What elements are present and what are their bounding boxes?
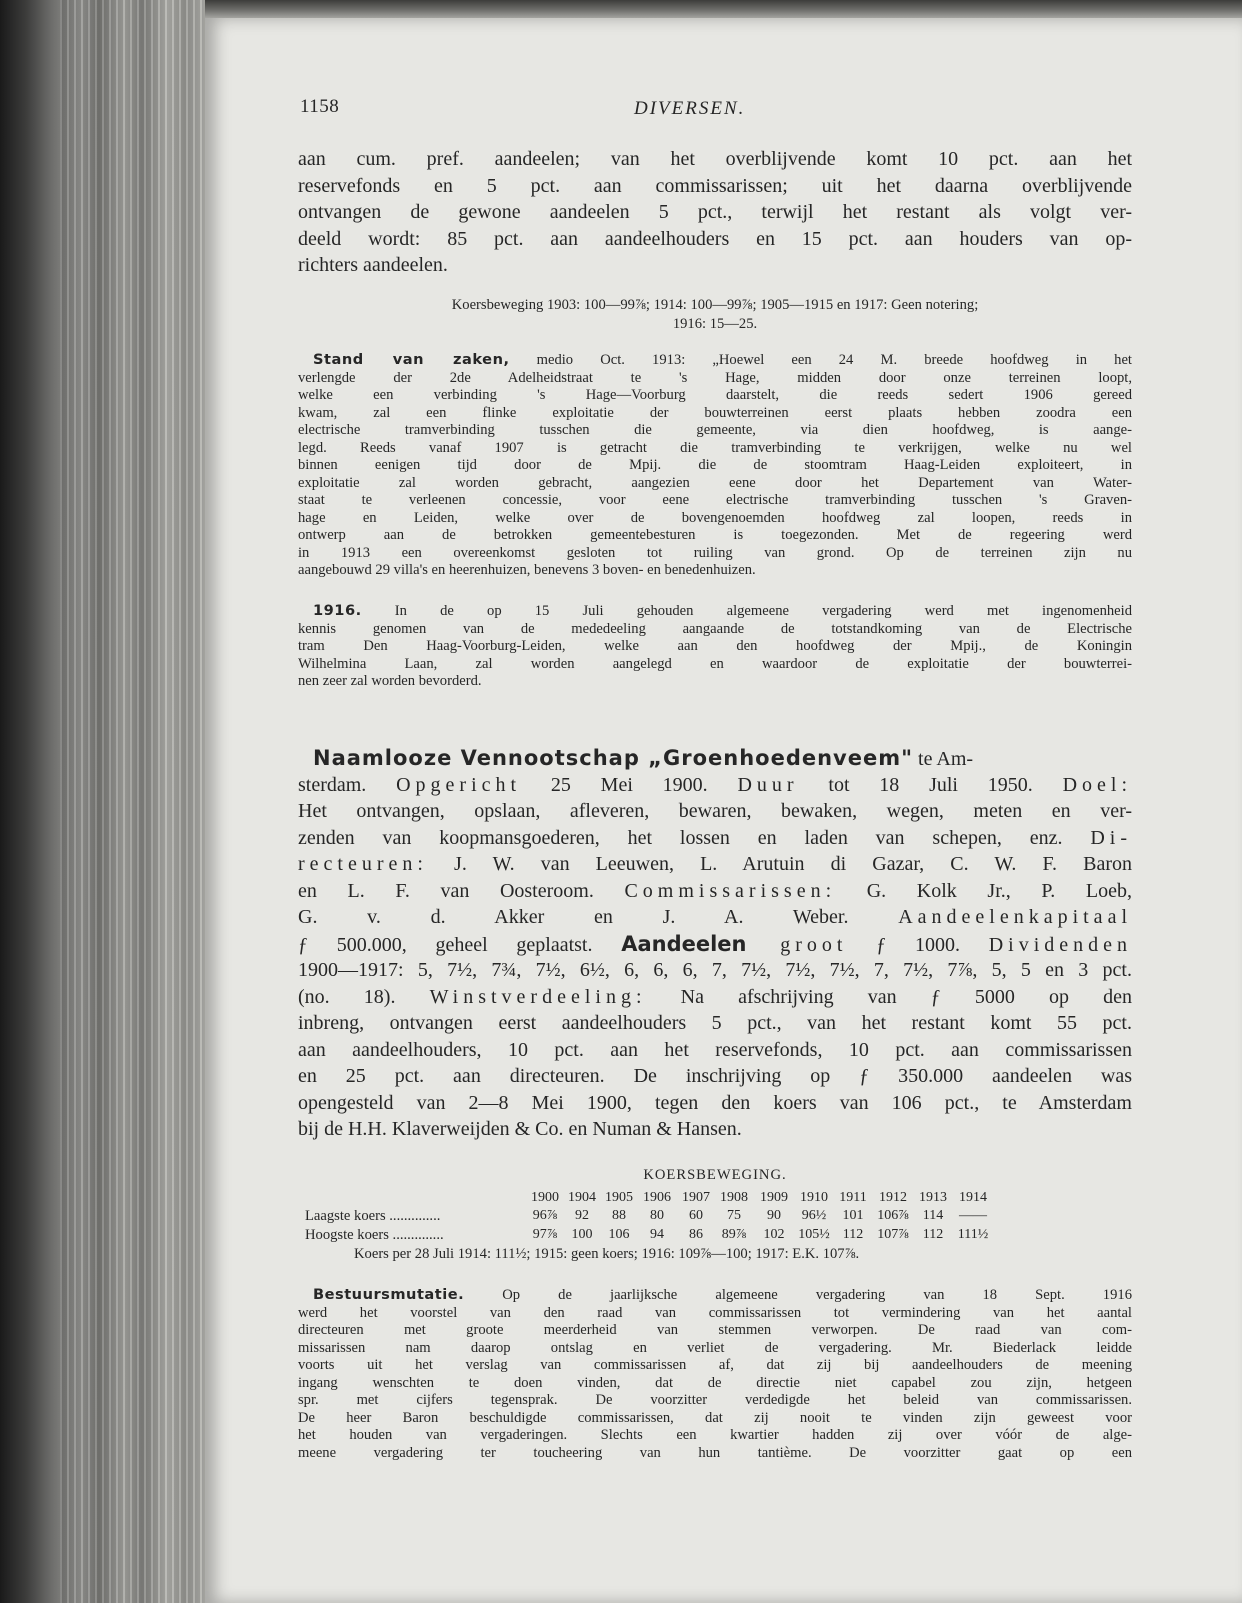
stand-line: verlengde der 2de Adelheidstraat te 's Hage, midden door onze terreinen loopt,	[298, 369, 1132, 386]
table-cell: 94	[650, 1227, 664, 1242]
table-title: KOERSBEWEGING.	[643, 1167, 787, 1183]
table-cell: 106	[608, 1227, 630, 1242]
table-cell: 96⅞	[532, 1208, 558, 1223]
table-cell: 107⅞	[877, 1227, 909, 1242]
company-text: 25 Mei 1900.	[521, 773, 738, 796]
company-line: opengesteld van 2—8 Mei 1900, tegen den koers van 106 pct., te Amsterdam	[298, 1091, 1132, 1114]
table-cell: 112	[842, 1227, 864, 1242]
table-cell: 96½	[801, 1208, 827, 1223]
company-line	[298, 904, 1132, 931]
stand-line: binnen eenigen tijd door de Mpij. die de stoomtram Haag-Leiden exploiteert, in	[298, 457, 1132, 473]
company-text: en L. F. van Oosteroom.	[298, 879, 625, 902]
table-cell: 88	[612, 1208, 626, 1223]
y1916-line-first	[313, 603, 1132, 620]
stand-line: welke een verbinding 's Hage—Voorburg daarstelt, die reeds sedert 1906 gereed	[298, 387, 1132, 403]
y1916-lead: 1916.	[313, 602, 362, 619]
table-cell: 97⅞	[532, 1227, 558, 1242]
company-line	[298, 825, 1132, 852]
intro-line: deeld wordt: 85 pct. aan aandeelhouders en 15 pct. aan houders van op-	[298, 227, 1132, 250]
company-text: tot 18 Juli 1950.	[798, 773, 1063, 796]
label-aandeelen: Aandeelen	[621, 931, 747, 956]
stand-line: legd. Reeds vanaf 1907 is getracht die tramverbinding te verkrijgen, welke nu wel	[298, 439, 1132, 456]
label-doel: Doel:	[1062, 773, 1133, 796]
table-year-header: 1907	[682, 1190, 710, 1205]
intro-line: aan cum. pref. aandeelen; van het overblijvende komt 10 pct. aan het	[298, 148, 1132, 170]
company-text: ƒ 500.000, geheel geplaatst.	[298, 933, 622, 956]
company-text: sterdam.	[298, 773, 397, 796]
table-cell: 90	[767, 1208, 781, 1223]
table-cell: 106⅞	[877, 1208, 909, 1223]
table-cell: 80	[650, 1208, 664, 1223]
y1916-line: kennis genomen van de mededeeling aangaande de totstandkoming van de Electrische	[298, 620, 1132, 637]
stand-line: kwam, zal een flinke exploitatie der bouwterreinen eerst plaats hebben zoodra een	[298, 404, 1132, 421]
table-header-row	[0, 1190, 1242, 1208]
bestuur-line: werd het voorstel van den raad van commissarissen tot vermindering van het aantal	[298, 1304, 1132, 1321]
company-line: Het ontvangen, opslaan, afleveren, bewaren, bewaken, wegen, meten en ver-	[298, 800, 1132, 822]
table-cell: 60	[689, 1208, 703, 1223]
label-directeuren: recteuren:	[298, 853, 428, 875]
bestuur-line: ingang wenschten te doen vinden, dat de directie niet capabel zou zijn, hetgeen	[298, 1374, 1132, 1391]
company-text: Na afschrijving van ƒ 5000 op den	[646, 985, 1132, 1008]
label-opgericht: Opgericht	[396, 773, 522, 796]
company-line: en 25 pct. aan directeuren. De inschrijving op ƒ 350.000 aandeelen was	[298, 1065, 1132, 1087]
company-name: Naamlooze Vennootschap „Groenhoedenveem"	[313, 746, 914, 770]
label-aandeelenkapitaal: Aandeelenkapitaal	[898, 906, 1132, 928]
intro-line: reservefonds en 5 pct. aan commissarissen; uit het daarna overblijvende	[298, 174, 1132, 197]
stand-line: in 1913 een overeenkomst gesloten tot ruiling van grond. Op de terreinen zijn nu	[298, 544, 1132, 561]
company-line	[298, 984, 1132, 1011]
row-label-laagste: Laagste koers ..............	[305, 1208, 441, 1224]
stand-line: staat te verleenen concessie, voor eene electrische tramverbinding tusschen 's Graven-	[298, 492, 1132, 508]
company-text: (no. 18).	[298, 985, 430, 1008]
table-cell: 112	[922, 1227, 944, 1242]
table-cell: 102	[763, 1227, 785, 1242]
row-label-hoogste: Hoogste koers ..............	[305, 1227, 444, 1243]
table-year-header: 1913	[919, 1190, 947, 1205]
table-cell: ——	[959, 1208, 987, 1223]
company-text: G. Kolk Jr., P. Loeb,	[836, 879, 1132, 902]
page-edges	[60, 0, 210, 1603]
company-line	[298, 878, 1132, 905]
table-cell: 92	[575, 1208, 589, 1223]
y1916-line: nen zeer zal worden bevorderd.	[298, 673, 482, 689]
y1916-line: Wilhelmina Laan, zal worden aangelegd en waardoor de exploitatie der bouwterrei-	[298, 655, 1132, 672]
table-cell: 105½	[798, 1227, 830, 1242]
company-line	[313, 745, 973, 773]
company-line: bij de H.H. Klaverweijden & Co. en Numan & Hansen.	[298, 1118, 742, 1140]
stand-line: aangebouwd 29 villa's en heerenhuizen, benevens 3 boven- en benedenhuizen.	[298, 562, 756, 578]
company-line: inbreng, ontvangen eerst aandeelhouders 5 pct., van het restant komt 55 pct.	[298, 1012, 1132, 1034]
table-year-header: 1914	[959, 1190, 987, 1205]
running-title: DIVERSEN.	[634, 98, 746, 119]
bestuur-line: missarissen nam daarop ontslag en verliet de vergadering. Mr. Biederlack leidde	[298, 1339, 1132, 1356]
table-row	[0, 1227, 1242, 1245]
stand-lead: Stand van zaken,	[313, 351, 510, 368]
company-line: aan aandeelhouders, 10 pct. aan het reservefonds, 10 pct. aan commissarissen	[298, 1038, 1132, 1061]
page-number: 1158	[300, 96, 340, 117]
intro-line: richters aandeelen.	[298, 254, 448, 276]
stand-line: ontwerp aan de betrokken gemeentebesturen is toegezonden. Met de regeering werd	[298, 527, 1132, 543]
table-year-header: 1908	[720, 1190, 748, 1205]
koers-note: 1916: 15—25.	[672, 316, 758, 332]
stand-line: exploitatie zal worden gebracht, aangezien eene door het Departement van Water-	[298, 474, 1132, 491]
table-row	[0, 1208, 1242, 1226]
company-text: G. v. d. Akker en J. A. Weber.	[298, 906, 899, 928]
table-year-header: 1906	[643, 1190, 671, 1205]
table-year-header: 1911	[839, 1190, 867, 1205]
bestuur-line: voorts uit het verslag van commissarissen af, dat zij bij aandeelhouders de meening	[298, 1357, 1132, 1373]
table-year-header: 1912	[879, 1190, 907, 1205]
table-cell: 86	[689, 1227, 703, 1242]
table-cell: 89⅞	[721, 1227, 747, 1242]
bestuur-line: directeuren met groote meerderheid van stemmen verworpen. De raad van com-	[298, 1322, 1132, 1338]
stand-line: electrische tramverbinding tusschen die gemeente, via dien hoofdweg, is aange-	[298, 422, 1132, 438]
label-groot: groot	[746, 933, 848, 956]
bestuur-line: het houden van vergaderingen. Slechts een kwartier hadden zij over vóór de alge-	[298, 1427, 1132, 1443]
table-cell: 111½	[957, 1227, 989, 1242]
company-text: te Am-	[913, 748, 974, 770]
label-directeuren: Di-	[1090, 826, 1132, 849]
table-year-header: 1909	[760, 1190, 788, 1205]
label-commissarissen: Commissarissen:	[624, 879, 837, 902]
table-year-header: 1910	[800, 1190, 828, 1205]
table-year-header: 1904	[568, 1190, 596, 1205]
top-page-edge	[205, 0, 1242, 18]
company-line	[298, 772, 1132, 799]
table-cell: 100	[571, 1227, 593, 1242]
table-cell: 101	[842, 1208, 864, 1223]
table-note: Koers per 28 Juli 1914: 111½; 1915: geen koers; 1916: 109⅞—100; 1917: E.K. 107⅞.	[354, 1246, 860, 1262]
bestuur-line: spr. met cijfers tegensprak. De voorzitter verdedigde het beleid van commissarissen.	[298, 1392, 1132, 1408]
company-text: ƒ 1000.	[847, 933, 989, 956]
bestuur-line: De heer Baron beschuldigde commissarissen, dat zij nooit te vinden zijn geweest voor	[298, 1409, 1132, 1426]
table-year-header: 1905	[605, 1190, 633, 1205]
stand-line: hage en Leiden, welke over de bovengenoemden hoofdweg zal loopen, reeds in	[298, 509, 1132, 526]
bestuur-line: Op de jaarlijksche algemeene vergadering van 18 Sept. 1916	[464, 1287, 1132, 1303]
koers-note: Koersbeweging 1903: 100—99⅞; 1914: 100—99⅞; 1905—1915 en 1917: Geen notering;	[451, 297, 979, 313]
stand-line-first	[313, 352, 1132, 369]
company-text: J. W. van Leeuwen, L. Arutuin di Gazar, C. W. F. Baron	[427, 853, 1132, 875]
label-winstverdeeling: Winstverdeeling:	[429, 985, 647, 1008]
company-text: zenden van koopmansgoederen, het lossen en laden van schepen, enz.	[298, 826, 1091, 849]
bestuur-line-first	[313, 1287, 1132, 1304]
y1916-line: tram Den Haag-Voorburg-Leiden, welke aan den hoofdweg der Mpij., de Koningin	[298, 638, 1132, 654]
label-dividenden: Dividenden	[988, 933, 1132, 956]
stand-line: medio Oct. 1913: „Hoewel een 24 M. breede hoofdweg in het	[509, 352, 1132, 368]
table-cell: 75	[727, 1208, 741, 1223]
table-cell: 114	[922, 1208, 944, 1223]
company-line: 1900—1917: 5, 7½, 7¾, 7½, 6½, 6, 6, 6, 7, 7½, 7½, 7½, 7, 7½, 7⅞, 5, 5 en 3 pct.	[298, 959, 1132, 981]
bestuur-lead: Bestuursmutatie.	[313, 1286, 465, 1303]
y1916-line: In de op 15 Juli gehouden algemeene vergadering werd met ingenomenheid	[361, 603, 1132, 619]
company-line	[298, 931, 1132, 959]
company-line	[298, 851, 1132, 878]
bestuur-line: meene vergadering ter toucheering van hun tantième. De voorzitter gaat op een	[298, 1444, 1132, 1461]
intro-line: ontvangen de gewone aandeelen 5 pct., terwijl het restant als volgt ver-	[298, 201, 1132, 223]
table-year-header: 1900	[531, 1190, 559, 1205]
label-duur: Duur	[737, 773, 799, 796]
